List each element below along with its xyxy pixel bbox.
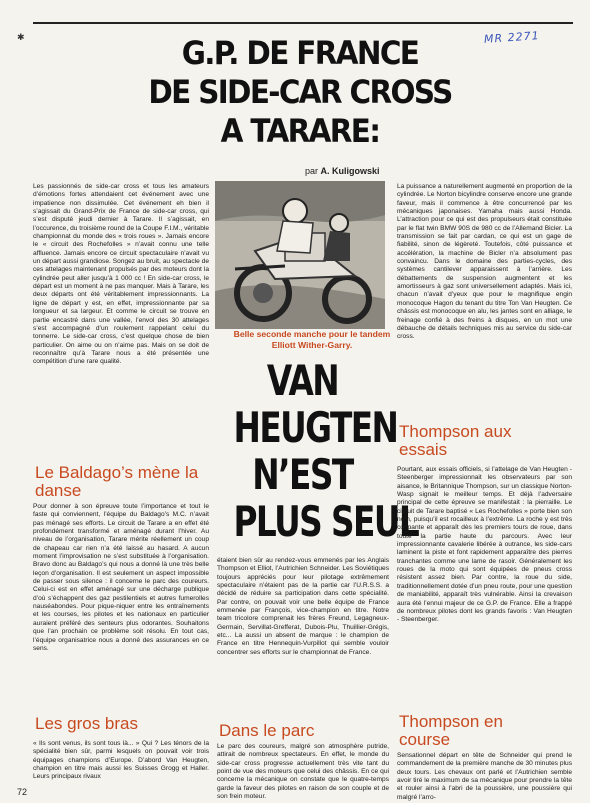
body-text [397, 752, 572, 802]
headline-line: N’EST [252, 450, 353, 499]
headline-line: VAN [266, 356, 339, 405]
paragraph: La puissance a naturellement augmenté en proportion de la cylindrée. Le Norton bicylindre conserve encore une grande faveur, mais il commence à être concurrencé par les mécaniques japonaises. Yamaha mais aussi Honda. L’attraction pour ce qui est des propulseurs était constituée par le flat twin BMW 90S de 980 cc de l’Allemand Bicler. La transmission se fait par cardan, ce qui est un gage de fiabilité, sinon de légèreté. Toutefois, côté puissance et accélération, la machine de Bicler n’a absolument pas convaincu. Dans le domaine des parties-cycles, des systèmes cantilever apparaissent à l’arrière. Les débattements de suspension augmentent et les amortisseurs à gaz sont universellement adaptés. Mais ici, chacun n’avait d’yeux que pour le magnifique engin monocoque Hagon du tenant du titre Ton Van Heugten. Ce châssis est monocoque en alu, les jantes sont en alliage, le freinage confié à des freins à disques, en un mot une débauche de détails techniques mis au service du side-car cross. [397, 183, 572, 341]
body-text [397, 183, 572, 342]
subheading-baldago: Le Baldago’s mène la danse [35, 463, 199, 500]
headline-line: HEUGTEN [233, 403, 398, 452]
paragraph: Sensationnel départ en tête de Schneider qui prend le commandement de la première manche de 30 minutes plus deux tours. Les chevaux ont parlé et l’Autrichien semble avoir tiré le maximum de sa mécanique pour prendre la tête et rouler ainsi à l’abri de la poussière, une poussière qui malgré l’arro- [397, 752, 572, 801]
race-photo [215, 181, 385, 329]
handwritten-reference: MR 2271 [483, 29, 541, 46]
subheading-parc: Dans le parc [219, 721, 315, 740]
page-title [111, 34, 488, 151]
body-text [397, 466, 572, 625]
byline-author: A. Kuligowski [320, 166, 380, 176]
title-line: DE SIDE-CAR CROSS [148, 73, 452, 111]
paragraph: Pourtant, aux essais officiels, si l’attelage de Van Heugten - Steenberger impressionnait les observateurs par son aisance, le Britannique Thompson, sur un classique Norton-Wasp signait le meilleur temps. Et déjà l’adversaire principal de cette épreuve se manifestait : la pierraille. Le circuit de Tarare baptisé « Les Rochefolles » porte bien son nom, puisqu’il est rocailleux à l’extrême. La roche y est très coupante et apparaît dès les premiers tours de roue, dans toute la partie haute du parcours. Avec leur impressionnante cavalerie libérée à outrance, les side-cars laminent la piste et font rapidement apparaître des pierres tranchantes comme une lame de rasoir. Généralement les roues de la moto qui sont équipées de pneus cross résistent assez bien. Par contre, la roue du side, traditionnellement dotée d’un pneu route, pour une question de maniabilité, apparaît très vulnérable. Ainsi la crevaison aura été l’ennui majeur de ce G.P. de France. Elle a frappé de nombreux pilotes dont les grands favoris : Van Heugten - Steenberger. [397, 466, 572, 624]
title-line: G.P. DE FRANCE [181, 34, 419, 72]
photo-caption: Belle seconde manche pour le tandem Elliott Wither-Garry. [233, 329, 391, 350]
headline-line: PLUS SEUL [233, 497, 419, 546]
subheading-gros-bras: Les gros bras [35, 714, 138, 733]
headline-van-heugten [214, 356, 419, 546]
title-line: A TARARE: [220, 112, 380, 150]
body-text [33, 740, 209, 782]
sidecar-photo-illustration [215, 181, 385, 329]
paragraph: Pour donner à son épreuve toute l’importance et tout le faste qui conviennent, l’équipe du Baldago’s M.C. n’avait pas ménagé ses efforts. Le circuit de Tarare a en effet été profondément transformé et aménagé durant l’hiver. Au niveau de l’organisation, Tarare mérite réellement un coup de chapeau car rien n’a été laissé au hasard. A aucun moment l’improvisation ne s’est substituée à l’organisation. Bravo donc au Baldago’s qui nous a donné là une très belle leçon d’organisation. Il est seulement un aspect impossible de passer sous silence : il concerne le parc des coureurs. Celui-ci est en effet aménagé sur une décharge publique d’où s’échappent des gaz pestilentiels et autres fumerolles nauséabondes. Pour pique-niquer entre les entraînements et les courses, les pilotes et les nationaux en particulier auraient préféré des senteurs plus odorantes. Souhaitons que l’an prochain ce problème soit résolu. En tout cas, l’équipe organisatrice nous a donné des assurances en ce sens. [33, 503, 209, 652]
body-text [33, 503, 209, 653]
paragraph: étaient bien sûr au rendez-vous emmenés par les Anglais Thompson et Elliot, l’Autrichien Schneider. Les Soviétiques toujours appréciés pour leur pilotage extrêmement spectaculaire n’étaient pas de la partie car l’U.R.S.S. a décidé de réduire sa participation dans cette spécialité. Par contre, on pouvait voir une belle équipe de France emmenée par François, vice-champion en titre. Notre team tricolore comprenait les frères Freund, Legagneux-Germain, Servillat-Grefferat, Dubois-Plu, Thuillier-Grégis, etc... La aussi un absent de marque : le champion de France en titre Hennequin-Vurpillot qui semble vouloir concentrer ses efforts sur le championnat de France. [217, 557, 389, 656]
intro-text [33, 183, 209, 367]
paragraph: Le parc des coureurs, malgré son atmosphère putride, attirait de nombreux spectateurs. En effet, le monde du side-car cross progresse actuellement très vite tant du point de vue des moteurs que celui des châssis. En ce qui concerne la mécanique on constate que le quatre-temps garde la faveur des pilotes en raison de son couple et de son frein moteur. [217, 743, 389, 801]
paragraph: « Ils sont venus, ils sont tous là... » Qui ? Les ténors de la spécialité bien sûr, parmi lesquels on pouvait voir trois équipages champions d’Europe. D’abord Van Heugten, champion en titre mais aussi les Suisses Grogg et Haller. Leurs principaux rivaux [33, 740, 209, 781]
paragraph: Les passionnés de side-car cross et tous les amateurs d’émotions fortes attendaient cet événement avec une impatience non dissimulée. Cet événement eh bien il s’agissait du Grand-Prix de France de side-car cross, qui s’est disputé jeudi dernier à Tarare. Il s’agissait, en l’occurence, du troisième round de la Coupe F.I.M., véritable championnat du monde des « trois roues ». Jamais encore le « circuit des Rochefolles » n’avait connu une telle affluence. Jamais encore ce circuit spectaculaire n’avait vu un départ aussi grandiose. Songez au bruit, au spectacle de ces attelages maintenant propulsés par des moteurs dont la cylindrée peut aller jusqu’à 1 000 cc ! En side-car cross, le départ est un moment à ne pas manquer. Mais à Tarare, les deux départs ont été véritablement impressionnants. La ligne de départ y est, en effet, impressionnante par sa longueur et sa largeur. Et comme le circuit se trouve en partie encastré dans une vallée, l’envol des 30 attelages s’est accompagné d’un roulement rappelant celui du tonnerre. Le side-car cross, c’est quelque chose de bien particulier. On aime ou on n’aime pas. Mais on se doit de reconnaître qu’à Tarare nous a été présentée une compétition d’une rare qualité. [33, 183, 209, 366]
subheading-thompson-essais: Thompson aux essais [399, 422, 512, 459]
byline [305, 166, 380, 176]
margin-mark: ✱ [17, 32, 25, 42]
top-rule [33, 22, 573, 24]
page-number: 72 [17, 787, 28, 797]
body-text [217, 557, 389, 657]
byline-prefix: par [305, 166, 319, 176]
subheading-thompson-course: Thompson en course [399, 712, 503, 749]
body-text [217, 743, 389, 801]
